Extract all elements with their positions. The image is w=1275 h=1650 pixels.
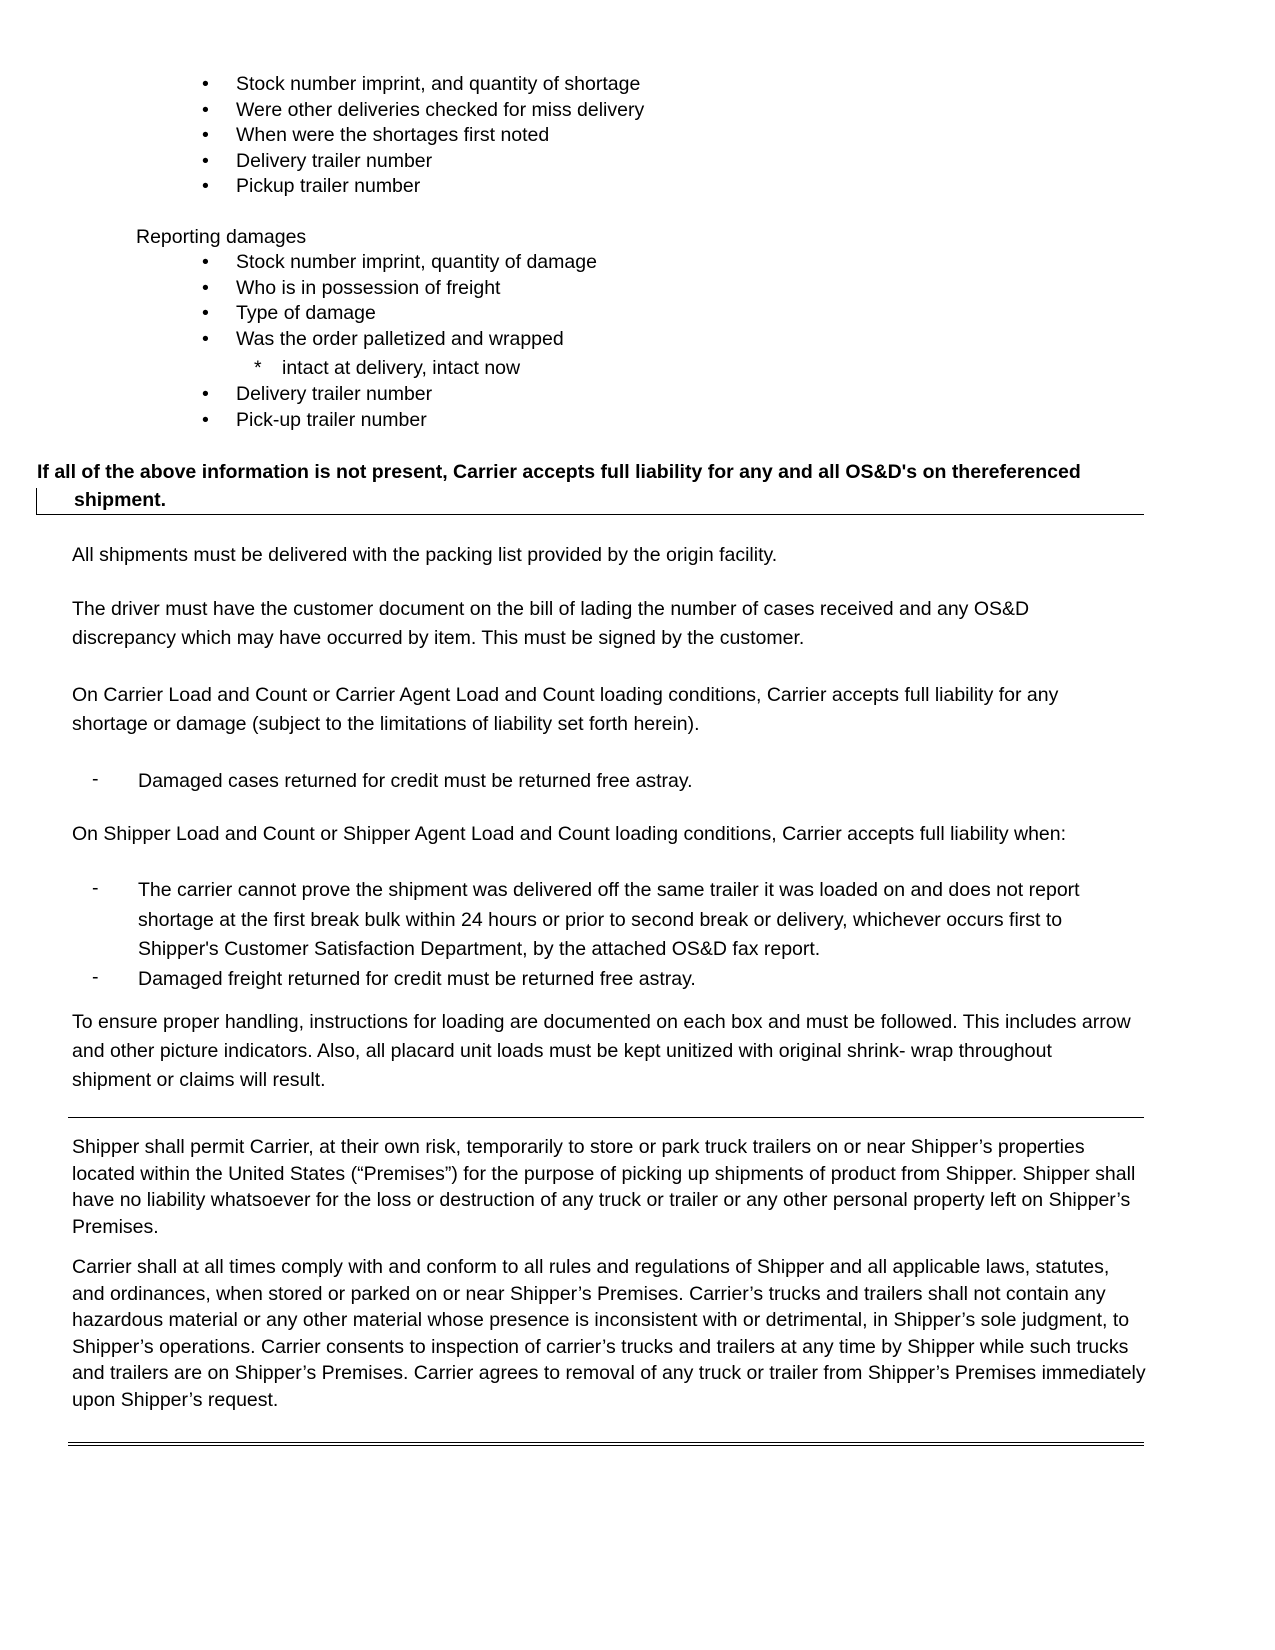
text-cursor [36, 488, 37, 514]
list-item: • Delivery trailer number [202, 383, 433, 405]
handling-paragraph: To ensure proper handling, instructions for loading are documented on each box and must be followed. This includes arrow and other picture indicators. Also, all placard unit loads must be kept unitized with original shrink- wrap throughout shipment or claims will result. [72, 1011, 1131, 1091]
shortage-checklist [202, 72, 644, 200]
packing-list-paragraph: All shipments must be delivered with the packing list provided by the origin facility. [72, 544, 778, 566]
list-item: • Stock number imprint, and quantity of shortage [202, 73, 641, 95]
list-item: • Who is in possession of freight [202, 276, 501, 299]
driver-paragraph: The driver must have the customer document on the bill of lading the number of cases received and any OS&D discrepancy which may have occurred by item. This must be signed by the customer. [72, 598, 1030, 649]
divider [68, 1117, 1144, 1118]
premises-paragraph: Shipper shall permit Carrier, at their own risk, temporarily to store or park truck trailers on or near Shipper’s properties located within the United States (“Premises”) for the purpose of picking up shipments of product from Shipper. Shipper shall have no liability whatsoever for the loss or destruction of any truck or trailer or any other personal property left on Shipper’s Premises. [72, 1136, 1136, 1238]
list-item: • When were the shortages first noted [202, 124, 550, 146]
asterisk-icon: * [254, 357, 262, 379]
liability-notice-line1: If all of the above information is not present, Carrier accepts full liability for any and all OS&D's on thereferenced [37, 461, 1081, 483]
damage-heading: Reporting damages [136, 226, 307, 248]
compliance-paragraph: Carrier shall at all times comply with and conform to all rules and regulations of Shipper and all applicable laws, statutes, and ordinances, when stored or parked on or near Shipper’s Premises. Carrier’s trucks and trailers shall not contain any hazardous material or any other material whose presence is inconsistent with or detrimental, in Shipper’s sole judgment, to Shipper’s operations. Carrier consents to inspection of carrier’s trucks and trailers at any time by Shipper while such trucks and trailers are on Shipper’s Premises. Carrier agrees to removal of any truck or trailer from Shipper’s Premises immediately upon Shipper’s request. [72, 1256, 1146, 1411]
damage-checklist-continued [202, 382, 432, 433]
bullet-icon: • [202, 302, 209, 324]
bullet-icon: • [202, 149, 209, 172]
divider [36, 514, 1144, 515]
list-item: • Type of damage [202, 302, 376, 324]
bullet-icon: • [202, 98, 209, 121]
damage-checklist [202, 250, 597, 352]
dash-icon: - [92, 768, 99, 790]
bullet-icon: • [202, 276, 209, 299]
carrier-load-paragraph: On Carrier Load and Count or Carrier Agent Load and Count loading conditions, Carrier accepts full liability for any shortage or damage (subject to the limitations of liability set forth herein). [72, 684, 1059, 735]
list-item: • Pickup trailer number [202, 175, 421, 197]
bullet-icon: • [202, 73, 209, 95]
damage-subitem: * intact at delivery, intact now [194, 354, 654, 383]
list-item: • Were other deliveries checked for miss delivery [202, 98, 645, 121]
bullet-icon: • [202, 175, 209, 197]
dash-icon: - [92, 877, 99, 899]
list-item: • Pick-up trailer number [202, 408, 427, 431]
bullet-icon: • [202, 408, 209, 431]
shipper-load-paragraph: On Shipper Load and Count or Shipper Agent Load and Count loading conditions, Carrier accepts full liability when: [72, 823, 1067, 845]
list-item: • Delivery trailer number [202, 149, 433, 172]
bullet-icon: • [202, 124, 209, 146]
list-item: • Stock number imprint, quantity of damage [202, 251, 597, 273]
list-item: • Was the order palletized and wrapped [202, 327, 564, 350]
bullet-icon: • [202, 327, 209, 350]
dash-icon: - [92, 966, 99, 988]
bullet-icon: • [202, 251, 209, 273]
bullet-icon: • [202, 383, 209, 405]
double-divider [68, 1442, 1144, 1446]
liability-notice-line2: shipment. [74, 489, 167, 511]
